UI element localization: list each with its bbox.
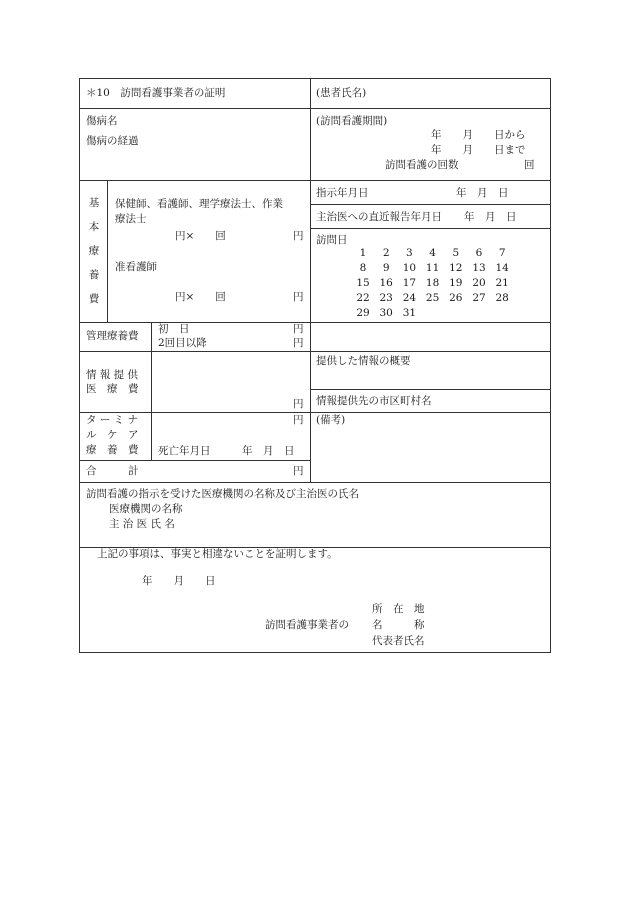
visit-day-number: 2 xyxy=(382,247,390,259)
visit-day-number: 6 xyxy=(475,247,483,259)
death-date-value: 年 月 日 xyxy=(242,445,295,457)
basic-fee-label-char: 養 xyxy=(88,269,100,281)
management-yen-2: 円 xyxy=(293,337,304,349)
rule xyxy=(80,108,550,109)
basic-fee-calc-1: 円× 回 xyxy=(175,230,226,242)
basic-fee-label-char: 療 xyxy=(88,245,100,257)
form-title: ＊10 訪問看護事業者の証明 xyxy=(86,87,226,99)
visit-day-number: 1 xyxy=(359,247,367,259)
visit-day-number: 22 xyxy=(356,292,370,304)
visit-day-number: 24 xyxy=(402,292,417,304)
visit-days-label: 訪問日 xyxy=(316,234,348,246)
management-fee-label: 管理療養費 xyxy=(86,330,139,342)
visit-count-label: 訪問看護の回数 xyxy=(385,159,459,171)
patient-name-label: (患者氏名) xyxy=(316,87,367,99)
institution-name-label: 医療機関の名称 xyxy=(109,503,183,515)
visit-day-number: 4 xyxy=(429,247,436,259)
visit-day-number: 7 xyxy=(498,247,506,259)
info-fee-label-2: 医 療 費 xyxy=(86,383,139,395)
management-yen-1: 円 xyxy=(293,323,304,335)
visit-day-number: 10 xyxy=(402,262,417,274)
visit-day-number: 15 xyxy=(356,277,370,289)
visit-day-number: 13 xyxy=(472,262,486,274)
rule xyxy=(107,180,108,322)
rule xyxy=(80,180,550,181)
info-destination-label: 情報提供先の市区町村名 xyxy=(316,395,432,407)
terminal-fee-label-1: タ ー ミ ナ xyxy=(86,414,139,426)
visit-period-to: 年 月 日まで xyxy=(431,144,526,156)
visit-day-number: 11 xyxy=(425,262,440,274)
info-fee-yen: 円 xyxy=(293,398,304,410)
disease-name-label: 傷病名 xyxy=(86,115,118,127)
rule xyxy=(310,389,550,390)
representative-label: 代表者氏名 xyxy=(372,635,425,647)
visit-day-number: 27 xyxy=(472,292,486,304)
visit-day-number: 3 xyxy=(406,247,413,259)
death-date-label: 死亡年月日 xyxy=(158,445,211,457)
assistant-nurse-label: 准看護師 xyxy=(115,261,157,273)
basic-fee-label-char: 基 xyxy=(88,197,100,209)
doctor-name-label: 主 治 医 氏 名 xyxy=(109,518,175,530)
info-fee-label-1: 情 報 提 供 xyxy=(86,369,139,381)
certificate-form xyxy=(79,78,551,653)
visit-day-number: 25 xyxy=(425,292,440,304)
instruction-date-value: 年 月 日 xyxy=(456,187,509,199)
rule xyxy=(310,228,550,229)
management-first-day: 初 日 xyxy=(158,323,190,335)
basic-fee-label-char: 本 xyxy=(88,221,100,233)
terminal-fee-label-3: 療 養 費 xyxy=(86,444,139,456)
notes-label: (備考) xyxy=(316,414,346,426)
basic-fee-label-char: 費 xyxy=(88,293,100,305)
visit-day-number: 14 xyxy=(495,262,509,274)
visit-day-number: 16 xyxy=(379,277,393,289)
instruction-date-label: 指示年月日 xyxy=(316,187,369,199)
terminal-fee-yen: 円 xyxy=(293,414,304,426)
visit-day-number: 30 xyxy=(379,307,393,319)
visit-day-number: 19 xyxy=(449,277,463,289)
basic-fee-yen-1: 円 xyxy=(293,230,304,242)
visit-day-number: 9 xyxy=(382,262,390,274)
visit-day-number: 21 xyxy=(495,277,509,289)
rule xyxy=(80,460,310,461)
visit-day-number: 31 xyxy=(402,307,417,319)
visit-count-unit: 回 xyxy=(524,159,535,171)
rule xyxy=(310,204,550,205)
visit-day-number: 29 xyxy=(356,307,370,319)
visit-day-number: 23 xyxy=(379,292,393,304)
visit-day-number: 28 xyxy=(495,292,509,304)
visit-day-number: 18 xyxy=(425,277,440,289)
visit-day-number: 5 xyxy=(452,247,460,259)
certification-statement: 上記の事項は、事実と相違ないことを証明します。 xyxy=(97,548,338,560)
management-second-day: 2回目以降 xyxy=(158,337,207,349)
visit-day-number: 12 xyxy=(449,262,463,274)
report-date-value: 年 月 日 xyxy=(464,211,517,223)
provider-address-label: 所 在 地 xyxy=(372,603,425,615)
visit-period-label: (訪問看護期間) xyxy=(316,115,388,127)
disease-course-label: 傷病の経過 xyxy=(86,135,139,147)
terminal-fee-label-2: ル ケ ア xyxy=(86,429,139,441)
nurse-types-line-1: 保健師、看護師、理学療法士、作業 xyxy=(115,198,283,210)
visit-day-number: 8 xyxy=(359,262,367,274)
provider-label: 訪問看護事業者の xyxy=(265,619,349,631)
certification-date: 年 月 日 xyxy=(142,575,216,587)
visit-day-number: 17 xyxy=(402,277,417,289)
info-summary-label: 提供した情報の概要 xyxy=(316,355,411,367)
rule xyxy=(80,482,550,483)
basic-fee-calc-2: 円× 回 xyxy=(175,291,226,303)
total-label: 合 計 xyxy=(86,465,139,477)
provider-name-label: 名 称 xyxy=(372,619,425,631)
basic-fee-yen-2: 円 xyxy=(293,291,304,303)
total-yen: 円 xyxy=(293,465,304,477)
visit-day-number: 26 xyxy=(449,292,463,304)
institution-heading: 訪問看護の指示を受けた医療機関の名称及び主治医の氏名 xyxy=(86,488,359,500)
visit-period-from: 年 月 日から xyxy=(431,129,526,141)
report-date-label: 主治医への直近報告年月日 xyxy=(316,211,442,223)
rule xyxy=(151,322,152,460)
visit-day-number: 20 xyxy=(472,277,486,289)
rule xyxy=(310,79,311,482)
nurse-types-line-2: 療法士 xyxy=(115,213,147,225)
